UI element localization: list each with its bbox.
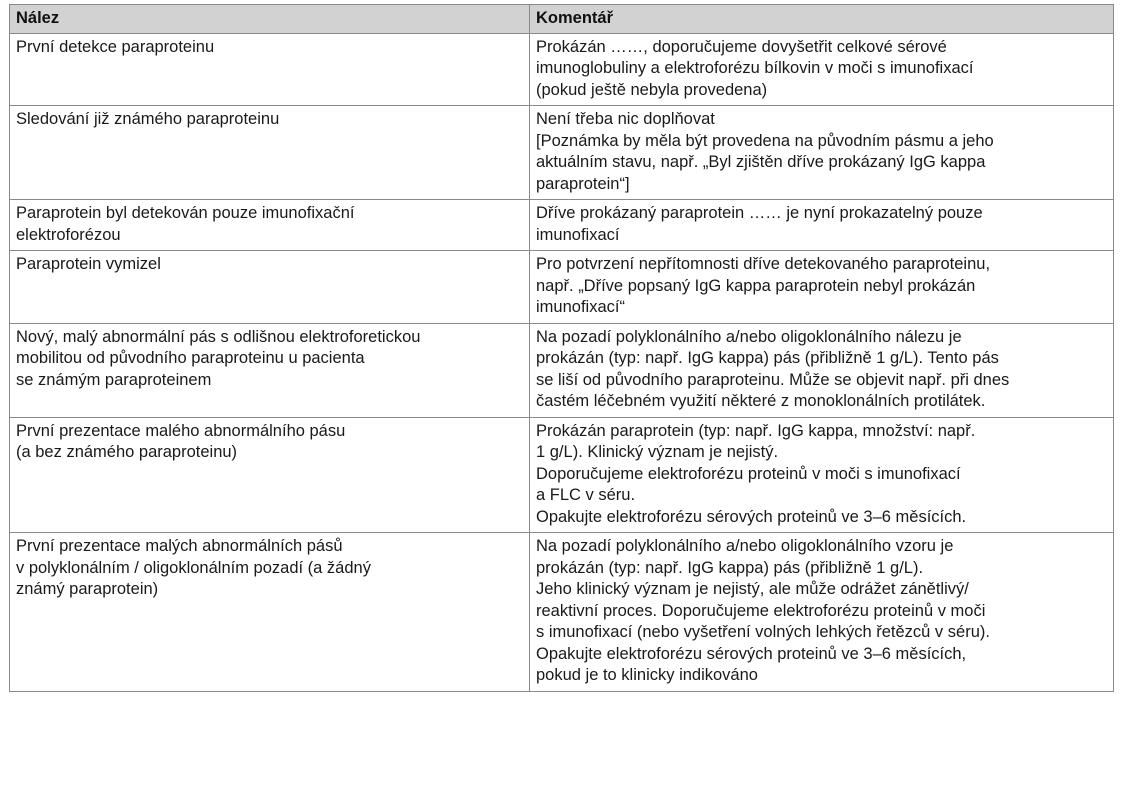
table-row bbox=[10, 106, 1114, 200]
finding-cell: První prezentace malého abnormálního pásu (a bez známého paraproteinu) bbox=[10, 417, 530, 533]
table-row bbox=[10, 200, 1114, 251]
comment-cell: Na pozadí polyklonálního a/nebo oligoklonálního nálezu je prokázán (typ: např. IgG kappa) pás (přibližně 1 g/L). Tento pás se liší od původního paraproteinu. Může se objevit např. při dnes častém léčebném využití některé z monoklonálních protilátek. bbox=[530, 323, 1114, 417]
header-comment: Komentář bbox=[530, 5, 1114, 34]
finding-cell: Paraprotein byl detekován pouze imunofixační elektroforézou bbox=[10, 200, 530, 251]
finding-cell: Paraprotein vymizel bbox=[10, 251, 530, 324]
comment-cell: Prokázán paraprotein (typ: např. IgG kappa, množství: např. 1 g/L). Klinický význam je nejistý. Doporučujeme elektroforézu proteinů v moči s imunofixací a FLC v séru. Opakujte elektroforézu sérových proteinů ve 3–6 měsících. bbox=[530, 417, 1114, 533]
comment-cell: Prokázán ……, doporučujeme dovyšetřit celkové sérové imunoglobuliny a elektroforézu bílkovin v moči s imunofixací (pokud ještě nebyla provedena) bbox=[530, 33, 1114, 106]
findings-table bbox=[9, 4, 1114, 692]
table-row bbox=[10, 417, 1114, 533]
document-page bbox=[9, 4, 1113, 692]
finding-cell: První prezentace malých abnormálních pásů v polyklonálním / oligoklonálním pozadí (a žádný známý paraprotein) bbox=[10, 533, 530, 692]
table-row bbox=[10, 33, 1114, 106]
table-row bbox=[10, 533, 1114, 692]
comment-cell: Dříve prokázaný paraprotein …… je nyní prokazatelný pouze imunofixací bbox=[530, 200, 1114, 251]
comment-cell: Na pozadí polyklonálního a/nebo oligoklonálního vzoru je prokázán (typ: např. IgG kappa) pás (přibližně 1 g/L). Jeho klinický význam je nejistý, ale může odrážet zánětlivý/ reaktivní proces. Doporučujeme elektroforézu proteinů v moči s imunofixací (nebo vyšetření volných lehkých řetězců v séru). Opakujte elektroforézu sérových proteinů ve 3–6 měsících, pokud je to klinicky indikováno bbox=[530, 533, 1114, 692]
comment-cell: Pro potvrzení nepřítomnosti dříve detekovaného paraproteinu, např. „Dříve popsaný IgG kappa paraprotein nebyl prokázán imunofixací“ bbox=[530, 251, 1114, 324]
table-header-row bbox=[10, 5, 1114, 34]
comment-cell: Není třeba nic doplňovat [Poznámka by měla být provedena na původním pásmu a jeho aktuálním stavu, např. „Byl zjištěn dříve prokázaný IgG kappa paraprotein“] bbox=[530, 106, 1114, 200]
table-row bbox=[10, 323, 1114, 417]
finding-cell: Nový, malý abnormální pás s odlišnou elektroforetickou mobilitou od původního paraproteinu u pacienta se známým paraproteinem bbox=[10, 323, 530, 417]
header-finding: Nález bbox=[10, 5, 530, 34]
finding-cell: První detekce paraproteinu bbox=[10, 33, 530, 106]
table-row bbox=[10, 251, 1114, 324]
finding-cell: Sledování již známého paraproteinu bbox=[10, 106, 530, 200]
